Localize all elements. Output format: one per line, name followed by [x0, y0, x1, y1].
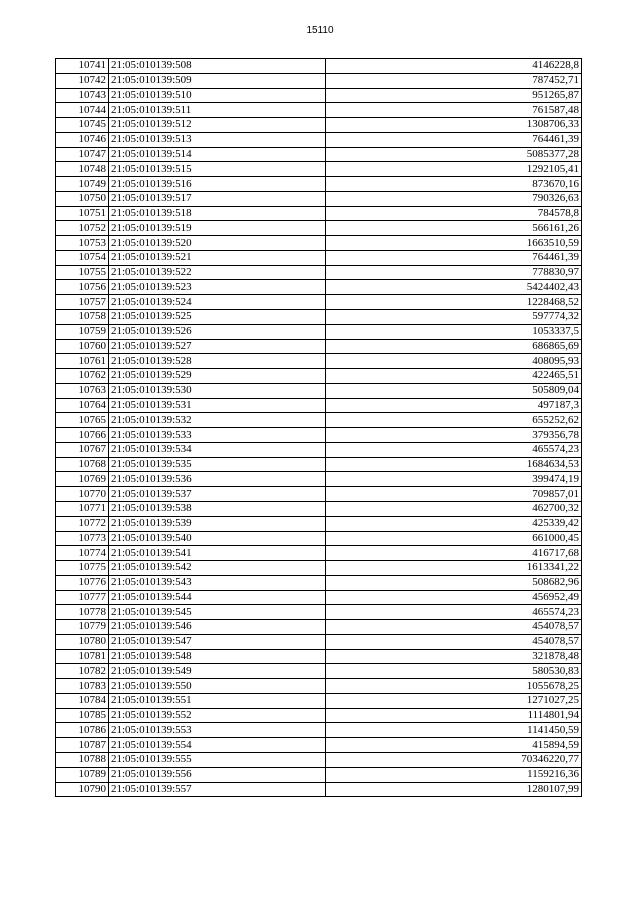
table-row	[56, 472, 582, 487]
row-number-cell: 10787	[56, 738, 109, 753]
table-row	[56, 250, 582, 265]
table-row	[56, 723, 582, 738]
table-row	[56, 693, 582, 708]
row-number-cell: 10790	[56, 782, 109, 797]
cadastral-number-cell: 21:05:010139:533	[109, 428, 326, 443]
cadastral-number-cell: 21:05:010139:522	[109, 265, 326, 280]
cadastral-number-cell: 21:05:010139:511	[109, 103, 326, 118]
row-number-cell: 10778	[56, 605, 109, 620]
cadastral-value-cell: 422465,51	[326, 369, 582, 384]
cadastral-value-cell: 4146228,8	[326, 59, 582, 74]
cadastral-value-cell: 465574,23	[326, 442, 582, 457]
cadastral-number-cell: 21:05:010139:531	[109, 398, 326, 413]
row-number-cell: 10748	[56, 162, 109, 177]
table-row	[56, 590, 582, 605]
cadastral-value-cell: 784578,8	[326, 206, 582, 221]
table-row	[56, 605, 582, 620]
row-number-cell: 10786	[56, 723, 109, 738]
table-row	[56, 59, 582, 74]
cadastral-value-cell: 497187,3	[326, 398, 582, 413]
cadastral-value-cell: 655252,62	[326, 413, 582, 428]
row-number-cell: 10779	[56, 620, 109, 635]
cadastral-value-cell: 661000,45	[326, 531, 582, 546]
cadastral-number-cell: 21:05:010139:553	[109, 723, 326, 738]
table-row	[56, 531, 582, 546]
row-number-cell: 10768	[56, 457, 109, 472]
cadastral-number-cell: 21:05:010139:538	[109, 501, 326, 516]
cadastral-value-cell: 597774,32	[326, 310, 582, 325]
row-number-cell: 10744	[56, 103, 109, 118]
row-number-cell: 10769	[56, 472, 109, 487]
table-row	[56, 752, 582, 767]
table-row	[56, 132, 582, 147]
row-number-cell: 10776	[56, 575, 109, 590]
cadastral-number-cell: 21:05:010139:529	[109, 369, 326, 384]
cadastral-number-cell: 21:05:010139:519	[109, 221, 326, 236]
cadastral-value-cell: 321878,48	[326, 649, 582, 664]
cadastral-value-cell: 1663510,59	[326, 236, 582, 251]
row-number-cell: 10762	[56, 369, 109, 384]
cadastral-number-cell: 21:05:010139:508	[109, 59, 326, 74]
cadastral-number-cell: 21:05:010139:512	[109, 118, 326, 133]
cadastral-value-cell: 764461,39	[326, 250, 582, 265]
cadastral-value-cell: 951265,87	[326, 88, 582, 103]
row-number-cell: 10784	[56, 693, 109, 708]
cadastral-number-cell: 21:05:010139:550	[109, 679, 326, 694]
cadastral-number-cell: 21:05:010139:516	[109, 177, 326, 192]
cadastral-value-cell: 70346220,77	[326, 752, 582, 767]
row-number-cell: 10789	[56, 767, 109, 782]
table-row	[56, 442, 582, 457]
row-number-cell: 10782	[56, 664, 109, 679]
cadastral-value-cell: 1053337,5	[326, 324, 582, 339]
cadastral-value-cell: 408095,93	[326, 354, 582, 369]
table-row	[56, 369, 582, 384]
cadastral-value-cell: 764461,39	[326, 132, 582, 147]
cadastral-number-cell: 21:05:010139:520	[109, 236, 326, 251]
cadastral-number-cell: 21:05:010139:539	[109, 516, 326, 531]
cadastral-value-cell: 462700,32	[326, 501, 582, 516]
cadastral-number-cell: 21:05:010139:509	[109, 73, 326, 88]
cadastral-number-cell: 21:05:010139:537	[109, 487, 326, 502]
table-row	[56, 575, 582, 590]
cadastral-number-cell: 21:05:010139:530	[109, 383, 326, 398]
table-row	[56, 324, 582, 339]
cadastral-number-cell: 21:05:010139:521	[109, 250, 326, 265]
table-row	[56, 177, 582, 192]
cadastral-value-cell: 790326,63	[326, 191, 582, 206]
cadastral-value-table	[55, 58, 582, 797]
cadastral-number-cell: 21:05:010139:515	[109, 162, 326, 177]
cadastral-value-cell: 873670,16	[326, 177, 582, 192]
row-number-cell: 10771	[56, 501, 109, 516]
cadastral-value-cell: 5085377,28	[326, 147, 582, 162]
cadastral-value-cell: 379356,78	[326, 428, 582, 443]
cadastral-number-cell: 21:05:010139:556	[109, 767, 326, 782]
row-number-cell: 10759	[56, 324, 109, 339]
row-number-cell: 10754	[56, 250, 109, 265]
cadastral-number-cell: 21:05:010139:523	[109, 280, 326, 295]
cadastral-number-cell: 21:05:010139:557	[109, 782, 326, 797]
cadastral-number-cell: 21:05:010139:542	[109, 561, 326, 576]
cadastral-number-cell: 21:05:010139:543	[109, 575, 326, 590]
cadastral-number-cell: 21:05:010139:526	[109, 324, 326, 339]
cadastral-number-cell: 21:05:010139:534	[109, 442, 326, 457]
row-number-cell: 10756	[56, 280, 109, 295]
cadastral-value-cell: 787452,71	[326, 73, 582, 88]
cadastral-number-cell: 21:05:010139:513	[109, 132, 326, 147]
row-number-cell: 10763	[56, 383, 109, 398]
cadastral-value-cell: 456952,49	[326, 590, 582, 605]
row-number-cell: 10785	[56, 708, 109, 723]
table-row	[56, 561, 582, 576]
row-number-cell: 10749	[56, 177, 109, 192]
cadastral-value-cell: 1114801,94	[326, 708, 582, 723]
cadastral-value-cell: 5424402,43	[326, 280, 582, 295]
cadastral-number-cell: 21:05:010139:540	[109, 531, 326, 546]
cadastral-value-cell: 416717,68	[326, 546, 582, 561]
row-number-cell: 10766	[56, 428, 109, 443]
cadastral-number-cell: 21:05:010139:544	[109, 590, 326, 605]
table-row	[56, 339, 582, 354]
table-body	[56, 59, 582, 797]
cadastral-value-cell: 709857,01	[326, 487, 582, 502]
table-row	[56, 206, 582, 221]
table-row	[56, 546, 582, 561]
row-number-cell: 10770	[56, 487, 109, 502]
table-row	[56, 118, 582, 133]
cadastral-value-cell: 425339,42	[326, 516, 582, 531]
cadastral-number-cell: 21:05:010139:524	[109, 295, 326, 310]
table-row	[56, 88, 582, 103]
row-number-cell: 10781	[56, 649, 109, 664]
cadastral-number-cell: 21:05:010139:510	[109, 88, 326, 103]
table-row	[56, 147, 582, 162]
row-number-cell: 10741	[56, 59, 109, 74]
cadastral-number-cell: 21:05:010139:546	[109, 620, 326, 635]
row-number-cell: 10780	[56, 634, 109, 649]
table-row	[56, 162, 582, 177]
row-number-cell: 10773	[56, 531, 109, 546]
cadastral-value-cell: 1684634,53	[326, 457, 582, 472]
table-row	[56, 679, 582, 694]
cadastral-number-cell: 21:05:010139:517	[109, 191, 326, 206]
cadastral-number-cell: 21:05:010139:518	[109, 206, 326, 221]
cadastral-value-cell: 415894,59	[326, 738, 582, 753]
row-number-cell: 10772	[56, 516, 109, 531]
cadastral-value-cell: 1292105,41	[326, 162, 582, 177]
row-number-cell: 10746	[56, 132, 109, 147]
page-number: 15110	[306, 25, 334, 36]
cadastral-number-cell: 21:05:010139:545	[109, 605, 326, 620]
table-row	[56, 620, 582, 635]
table-row	[56, 265, 582, 280]
cadastral-value-cell: 1613341,22	[326, 561, 582, 576]
cadastral-number-cell: 21:05:010139:536	[109, 472, 326, 487]
row-number-cell: 10747	[56, 147, 109, 162]
cadastral-value-cell: 1280107,99	[326, 782, 582, 797]
row-number-cell: 10760	[56, 339, 109, 354]
row-number-cell: 10775	[56, 561, 109, 576]
table-row	[56, 428, 582, 443]
row-number-cell: 10743	[56, 88, 109, 103]
cadastral-value-cell: 1141450,59	[326, 723, 582, 738]
cadastral-value-cell: 686865,69	[326, 339, 582, 354]
row-number-cell: 10745	[56, 118, 109, 133]
cadastral-value-cell: 761587,48	[326, 103, 582, 118]
table-row	[56, 295, 582, 310]
table-row	[56, 782, 582, 797]
cadastral-value-cell: 580530,83	[326, 664, 582, 679]
table-row	[56, 191, 582, 206]
row-number-cell: 10742	[56, 73, 109, 88]
table-row	[56, 487, 582, 502]
table-row	[56, 383, 582, 398]
table-row	[56, 221, 582, 236]
cadastral-value-cell: 399474,19	[326, 472, 582, 487]
cadastral-value-cell: 1271027,25	[326, 693, 582, 708]
table-row	[56, 708, 582, 723]
cadastral-number-cell: 21:05:010139:528	[109, 354, 326, 369]
table-row	[56, 457, 582, 472]
row-number-cell: 10753	[56, 236, 109, 251]
row-number-cell: 10755	[56, 265, 109, 280]
cadastral-value-cell: 465574,23	[326, 605, 582, 620]
cadastral-number-cell: 21:05:010139:535	[109, 457, 326, 472]
cadastral-number-cell: 21:05:010139:514	[109, 147, 326, 162]
row-number-cell: 10758	[56, 310, 109, 325]
table-row	[56, 236, 582, 251]
cadastral-value-cell: 1308706,33	[326, 118, 582, 133]
table-row	[56, 103, 582, 118]
cadastral-number-cell: 21:05:010139:541	[109, 546, 326, 561]
row-number-cell: 10788	[56, 752, 109, 767]
table-row	[56, 310, 582, 325]
table-row	[56, 280, 582, 295]
row-number-cell: 10765	[56, 413, 109, 428]
table-row	[56, 649, 582, 664]
cadastral-value-cell: 1228468,52	[326, 295, 582, 310]
row-number-cell: 10752	[56, 221, 109, 236]
cadastral-number-cell: 21:05:010139:552	[109, 708, 326, 723]
row-number-cell: 10783	[56, 679, 109, 694]
cadastral-value-cell: 1055678,25	[326, 679, 582, 694]
row-number-cell: 10751	[56, 206, 109, 221]
row-number-cell: 10761	[56, 354, 109, 369]
row-number-cell: 10774	[56, 546, 109, 561]
cadastral-value-cell: 566161,26	[326, 221, 582, 236]
cadastral-number-cell: 21:05:010139:525	[109, 310, 326, 325]
row-number-cell: 10764	[56, 398, 109, 413]
cadastral-number-cell: 21:05:010139:547	[109, 634, 326, 649]
row-number-cell: 10750	[56, 191, 109, 206]
cadastral-number-cell: 21:05:010139:551	[109, 693, 326, 708]
table-row	[56, 73, 582, 88]
cadastral-value-cell: 778830,97	[326, 265, 582, 280]
table-row	[56, 354, 582, 369]
table-row	[56, 634, 582, 649]
cadastral-number-cell: 21:05:010139:532	[109, 413, 326, 428]
cadastral-number-cell: 21:05:010139:554	[109, 738, 326, 753]
table-row	[56, 664, 582, 679]
cadastral-number-cell: 21:05:010139:549	[109, 664, 326, 679]
cadastral-number-cell: 21:05:010139:555	[109, 752, 326, 767]
cadastral-value-cell: 1159216,36	[326, 767, 582, 782]
table-row	[56, 516, 582, 531]
table-row	[56, 738, 582, 753]
cadastral-value-cell: 505809,04	[326, 383, 582, 398]
table-row	[56, 398, 582, 413]
table-row	[56, 767, 582, 782]
cadastral-value-cell: 454078,57	[326, 634, 582, 649]
row-number-cell: 10757	[56, 295, 109, 310]
row-number-cell: 10767	[56, 442, 109, 457]
cadastral-value-cell: 454078,57	[326, 620, 582, 635]
cadastral-value-cell: 508682,96	[326, 575, 582, 590]
cadastral-number-cell: 21:05:010139:548	[109, 649, 326, 664]
cadastral-number-cell: 21:05:010139:527	[109, 339, 326, 354]
table-row	[56, 501, 582, 516]
table-row	[56, 413, 582, 428]
row-number-cell: 10777	[56, 590, 109, 605]
